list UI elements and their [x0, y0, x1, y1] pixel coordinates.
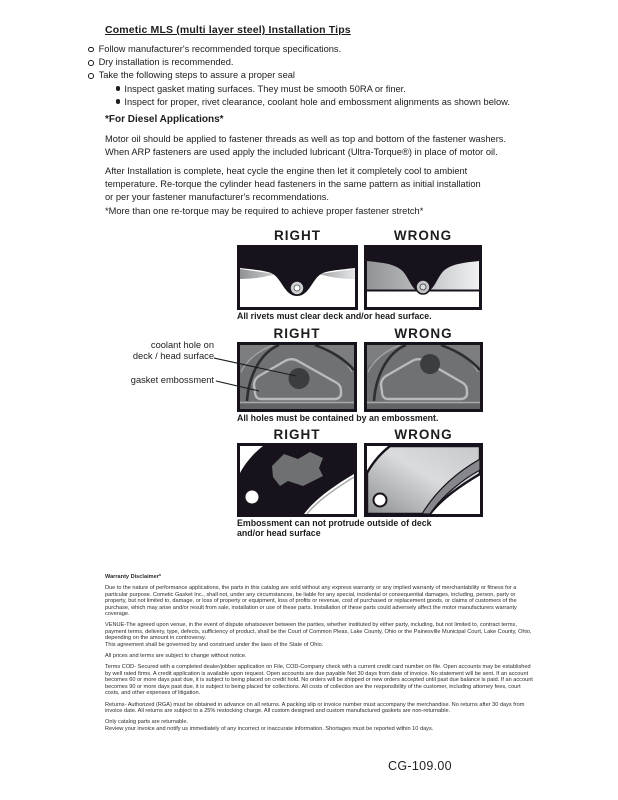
filled-bullet-icon [116, 86, 120, 90]
retorque-note: *More than one re-torque may be required to achieve proper fastener stretch* [105, 206, 424, 216]
pair2-wrong-label: WRONG [394, 326, 453, 341]
page-title: Cometic MLS (multi layer steel) Installation Tips [105, 24, 351, 36]
list-item-text: Dry installation is recommended. [98, 57, 234, 68]
open-bullet-icon [88, 60, 94, 66]
filled-bullet-icon [116, 99, 120, 103]
pair2-right-label: RIGHT [273, 326, 321, 341]
governing-law-text: This agreement shall be governed by and construed under the laws of the State of Ohio. [105, 641, 324, 648]
list-item-text: Inspect gasket mating surfaces. They must be smooth 50RA or finer. [124, 83, 406, 94]
prices-paragraph: All prices and terms are subject to change without notice. [105, 653, 247, 660]
protrusion-right-diagram [237, 443, 357, 517]
pair1-caption: All rivets must clear deck and/or head surface. [237, 311, 432, 321]
list-item-text: Inspect for proper, rivet clearance, coolant hole and embossment alignments as shown below. [124, 96, 510, 107]
terms-paragraph: Terms COD- Secured with a completed dealer/jobber application on File, COD-Company check with a current credit card number on file. Open accounts may be established by well rated firms. A credit application is available upon request. Open accounts are due payable Net 30 days from date of invoice. No statement will be sent. If an account becomes 60 or more days past due, it is subject to being placed on credit hold. No orders will be shipped or new orders accepted until past due balance is paid. If an account becomes 90 or more days past due, it is subject to being placed for collections. All costs of collection are the responsibility of the customer, including attorney fees, court costs, and other expenses of litigation. [105, 664, 533, 697]
installation-tips-list [88, 43, 510, 109]
paragraph-line: temperature. Re-torque the cylinder head fasteners in the same pattern as initial installation [105, 178, 481, 189]
diesel-paragraph-1 [105, 133, 506, 159]
paragraph-line: or per your fastener manufacturer's recommendations. [105, 191, 329, 202]
list-item [88, 43, 510, 56]
paragraph-line: After Installation is complete, heat cycle the engine then let it completely cool to ambient [105, 166, 468, 176]
pair1-right-label: RIGHT [274, 228, 321, 243]
open-bullet-icon [88, 73, 94, 79]
embossment-wrong-diagram [364, 342, 483, 412]
warranty-disclaimer-heading: Warranty Disclaimer* [105, 574, 162, 580]
gasket-embossment-label: gasket embossment [130, 375, 214, 385]
rivet-wrong-art [367, 248, 479, 307]
paragraph-line: When ARP fasteners are used apply the included lubricant (Ultra-Torque®) in place of motor oil. [105, 146, 498, 157]
rivet-wrong-diagram [364, 245, 482, 310]
protrusion-wrong-diagram [364, 443, 483, 517]
pair3-right-label: RIGHT [273, 427, 321, 442]
paragraph-line: Motor oil should be applied to fastener threads as well as top and bottom of the fastener washers. [105, 134, 507, 144]
review-invoice-text: Review your invoice and notify us immediately of any incorrect or inaccurate information. Shortages must be reported within 10 days. [105, 725, 434, 732]
venue-text: VENUE-The agreed upon venue, in the event of dispute whatsoever between the parties, whether instituted by either party, including, but not limited to, contract terms, payment terms, delivery, type, defects, sufficiency of product, shall be the Court of Common Pleas, Lake County, Ohio or the Painesville Municipal Court, Lake County, Ohio, depending on the amount in controversy. [105, 622, 532, 642]
coolant-hole-label-line2: deck / head surface [132, 350, 214, 361]
open-bullet-icon [88, 47, 94, 53]
coolant-hole-leader-line [214, 358, 296, 376]
rivet-right-art [240, 248, 355, 307]
protrusion-right-art [240, 446, 354, 514]
pair1-wrong-label: WRONG [393, 228, 453, 243]
pair3-wrong-label: WRONG [394, 427, 453, 442]
coolant-hole [420, 354, 440, 374]
embossment-wrong-art [367, 345, 480, 409]
venue-paragraph [105, 622, 535, 648]
diesel-heading: *For Diesel Applications* [105, 114, 224, 125]
legal-text [105, 574, 535, 737]
caption-line: and/or head surface [237, 528, 321, 539]
sub-list-item [116, 83, 510, 96]
pair3-caption [237, 518, 432, 539]
coolant-hole-label: coolant hole on [150, 340, 214, 350]
pair2-caption: All holes must be contained by an embossment. [237, 413, 439, 423]
list-item [88, 56, 510, 69]
catalog-only-text: Only catalog parts are returnable. [105, 719, 189, 726]
protrusion-wrong-art [367, 446, 480, 514]
embossment-leader-line [216, 381, 259, 391]
page-number: CG-109.00 [388, 759, 452, 773]
list-item-text: Follow manufacturer's recommended torque specifications. [98, 44, 342, 54]
rivet-right-diagram [237, 245, 358, 310]
caption-line: Embossment can not protrude outside of deck [237, 518, 432, 528]
sub-list-item [116, 96, 510, 109]
leader-lines [214, 352, 304, 397]
warranty-paragraph: Due to the nature of performance applications, the parts in this catalog are sold without any express warranty or any implied warranty of merchantability or fitness for a particular purpose. Cometic Gasket Inc., shall not, under any circumstances, be liable for any special, incidental or consequential damages, including, person, party or property, but not limited to, damage, or loss of property or equipment, loss of profits or revenue, cost of purchased or replacement goods, or claims of customers of the purchase, which may arise and/or result from sale, installation or use of these parts. Installation of these parts could adversely affect the motor manufacturers warranty coverage. [105, 585, 517, 618]
list-item [88, 69, 510, 82]
catalog-returns-paragraph [105, 719, 535, 732]
returns-paragraph: Returns- Authorized (RGA) must be obtained in advance on all returns. A packing slip or invoice number must accompany the merchandise. No returns after 30 days from invoice date. All returns are subject to a 25% restocking charge. All custom designed and custom manufactured gaskets are non-returnable. [105, 701, 525, 714]
list-item-text: Take the following steps to assure a proper seal [98, 70, 295, 81]
diesel-paragraph-2 [105, 165, 481, 204]
bolt-hole [374, 494, 387, 507]
bolt-hole [246, 491, 259, 504]
